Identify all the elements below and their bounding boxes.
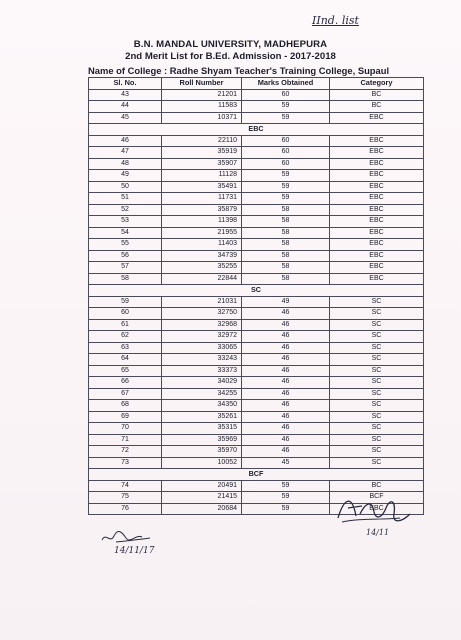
table-row [89,204,424,216]
cell-roll-number: 22110 [162,135,242,147]
cell-marks: 46 [242,388,330,400]
handwritten-note-text: nd. list [320,14,359,27]
cell-marks: 46 [242,400,330,412]
cell-category: EBC [330,181,424,193]
cell-category: EBC [330,216,424,228]
signature-right [330,488,415,540]
table-row [89,308,424,320]
column-header-category: Category [330,78,424,90]
cell-marks: 46 [242,354,330,366]
cell-category: SC [330,319,424,331]
cell-roll-number: 33373 [162,365,242,377]
cell-category: EBC [330,112,424,124]
cell-sl-no: 52 [89,204,162,216]
cell-sl-no: 46 [89,135,162,147]
cell-category: SC [330,411,424,423]
cell-sl-no: 74 [89,480,162,492]
cell-marks: 59 [242,170,330,182]
cell-sl-no: 73 [89,457,162,469]
cell-category: EBC [330,170,424,182]
table-row [89,89,424,101]
table-row [89,377,424,389]
cell-roll-number: 11128 [162,170,242,182]
table-row [89,457,424,469]
table-row [89,319,424,331]
cell-roll-number: 35970 [162,446,242,458]
cell-roll-number: 35255 [162,262,242,274]
cell-roll-number: 20491 [162,480,242,492]
table-row [89,411,424,423]
cell-marks: 60 [242,89,330,101]
cell-sl-no: 70 [89,423,162,435]
cell-category: SC [330,434,424,446]
cell-category: EBC [330,273,424,285]
cell-category: SC [330,308,424,320]
cell-sl-no: 72 [89,446,162,458]
cell-roll-number: 11583 [162,101,242,113]
cell-sl-no: 57 [89,262,162,274]
cell-marks: 58 [242,262,330,274]
handwritten-numeral: II [312,14,321,27]
cell-roll-number: 35919 [162,147,242,159]
cell-category: EBC [330,158,424,170]
cell-roll-number: 21415 [162,492,242,504]
cell-roll-number: 22844 [162,273,242,285]
cell-roll-number: 21031 [162,296,242,308]
cell-category: SC [330,400,424,412]
table-row [89,250,424,262]
signature-left [96,526,166,572]
cell-sl-no: 69 [89,411,162,423]
section-row [89,285,424,297]
cell-sl-no: 45 [89,112,162,124]
table-row [89,354,424,366]
cell-marks: 59 [242,480,330,492]
cell-roll-number: 32972 [162,331,242,343]
cell-sl-no: 71 [89,434,162,446]
cell-category: EBC [330,135,424,147]
cell-marks: 46 [242,365,330,377]
table-row [89,331,424,343]
cell-roll-number: 34350 [162,400,242,412]
column-header-marks: Marks Obtained [242,78,330,90]
cell-marks: 58 [242,227,330,239]
table-row [89,170,424,182]
cell-roll-number: 34255 [162,388,242,400]
cell-roll-number: 35491 [162,181,242,193]
table-header-row [89,78,424,90]
college-name: Name of College : Radhe Shyam Teacher's Training College, Supaul [88,65,390,76]
cell-marks: 45 [242,457,330,469]
table-row [89,400,424,412]
merit-table [88,77,424,515]
cell-marks: 59 [242,112,330,124]
cell-marks: 58 [242,216,330,228]
cell-roll-number: 11398 [162,216,242,228]
cell-roll-number: 21955 [162,227,242,239]
cell-marks: 46 [242,308,330,320]
cell-sl-no: 48 [89,158,162,170]
section-row [89,469,424,481]
section-label: EBC [89,124,424,136]
section-label: SC [89,285,424,297]
cell-roll-number: 21201 [162,89,242,101]
cell-marks: 59 [242,503,330,515]
cell-roll-number: 33243 [162,354,242,366]
column-header-roll-number: Roll Number [162,78,242,90]
cell-roll-number: 35879 [162,204,242,216]
cell-marks: 59 [242,181,330,193]
cell-marks: 60 [242,135,330,147]
university-title: B.N. MANDAL UNIVERSITY, MADHEPURA [133,39,328,50]
merit-list-title: 2nd Merit List for B.Ed. Admission - 2017-2018 [125,51,336,62]
cell-category: EBC [330,227,424,239]
cell-marks: 46 [242,342,330,354]
cell-sl-no: 76 [89,503,162,515]
cell-sl-no: 64 [89,354,162,366]
cell-sl-no: 47 [89,147,162,159]
cell-marks: 46 [242,411,330,423]
cell-sl-no: 43 [89,89,162,101]
cell-category: SC [330,446,424,458]
cell-category: SC [330,354,424,366]
cell-roll-number: 10052 [162,457,242,469]
cell-category: EBC [330,250,424,262]
cell-sl-no: 61 [89,319,162,331]
table-row [89,216,424,228]
cell-category: BC [330,89,424,101]
cell-sl-no: 62 [89,331,162,343]
cell-marks: 46 [242,331,330,343]
table-row [89,296,424,308]
cell-category: EBC [330,147,424,159]
cell-category: SC [330,331,424,343]
merit-table-body [89,89,424,515]
cell-roll-number: 35261 [162,411,242,423]
cell-marks: 46 [242,377,330,389]
cell-category: EBC [330,239,424,251]
table-row [89,365,424,377]
cell-category: SC [330,423,424,435]
section-row [89,124,424,136]
cell-marks: 49 [242,296,330,308]
cell-marks: 46 [242,423,330,435]
cell-category: SC [330,342,424,354]
cell-marks: 46 [242,319,330,331]
cell-roll-number: 33065 [162,342,242,354]
cell-category: EBC [330,262,424,274]
cell-roll-number: 34029 [162,377,242,389]
cell-category: SC [330,457,424,469]
signature-right-date: 14/11 [366,528,390,537]
cell-sl-no: 50 [89,181,162,193]
table-row [89,147,424,159]
cell-sl-no: 49 [89,170,162,182]
cell-roll-number: 11403 [162,239,242,251]
cell-category: EBC [330,503,424,515]
cell-roll-number: 35969 [162,434,242,446]
table-row [89,446,424,458]
cell-roll-number: 32968 [162,319,242,331]
table-row [89,158,424,170]
cell-category: BC [330,101,424,113]
cell-category: SC [330,365,424,377]
table-row [89,262,424,274]
cell-category: SC [330,388,424,400]
cell-sl-no: 51 [89,193,162,205]
table-row [89,227,424,239]
cell-marks: 58 [242,250,330,262]
cell-roll-number: 34739 [162,250,242,262]
table-row [89,423,424,435]
cell-roll-number: 32750 [162,308,242,320]
cell-marks: 59 [242,492,330,504]
cell-roll-number: 10371 [162,112,242,124]
cell-roll-number: 35315 [162,423,242,435]
cell-sl-no: 53 [89,216,162,228]
cell-sl-no: 54 [89,227,162,239]
cell-category: BC [330,480,424,492]
cell-sl-no: 56 [89,250,162,262]
cell-category: EBC [330,193,424,205]
cell-sl-no: 59 [89,296,162,308]
cell-marks: 60 [242,147,330,159]
table-row [89,434,424,446]
cell-sl-no: 66 [89,377,162,389]
cell-roll-number: 35907 [162,158,242,170]
cell-sl-no: 44 [89,101,162,113]
table-row [89,273,424,285]
cell-sl-no: 55 [89,239,162,251]
table-row [89,112,424,124]
cell-marks: 58 [242,273,330,285]
cell-sl-no: 58 [89,273,162,285]
cell-marks: 59 [242,101,330,113]
cell-category: EBC [330,204,424,216]
handwritten-list-note [312,14,359,27]
cell-sl-no: 68 [89,400,162,412]
cell-category: SC [330,296,424,308]
signature-left-date: 14/11/17 [114,546,155,556]
cell-sl-no: 60 [89,308,162,320]
cell-marks: 46 [242,434,330,446]
column-header-sl-no: Sl. No. [89,78,162,90]
table-row [89,101,424,113]
cell-sl-no: 65 [89,365,162,377]
cell-category: SC [330,377,424,389]
table-row [89,239,424,251]
cell-marks: 58 [242,204,330,216]
cell-sl-no: 75 [89,492,162,504]
cell-marks: 60 [242,158,330,170]
table-row [89,342,424,354]
cell-sl-no: 63 [89,342,162,354]
table-row [89,181,424,193]
table-row [89,193,424,205]
table-row [89,135,424,147]
cell-roll-number: 11731 [162,193,242,205]
cell-marks: 59 [242,193,330,205]
section-label: BCF [89,469,424,481]
cell-marks: 58 [242,239,330,251]
cell-category: BCF [330,492,424,504]
cell-marks: 46 [242,446,330,458]
cell-sl-no: 67 [89,388,162,400]
table-row [89,388,424,400]
cell-roll-number: 20684 [162,503,242,515]
